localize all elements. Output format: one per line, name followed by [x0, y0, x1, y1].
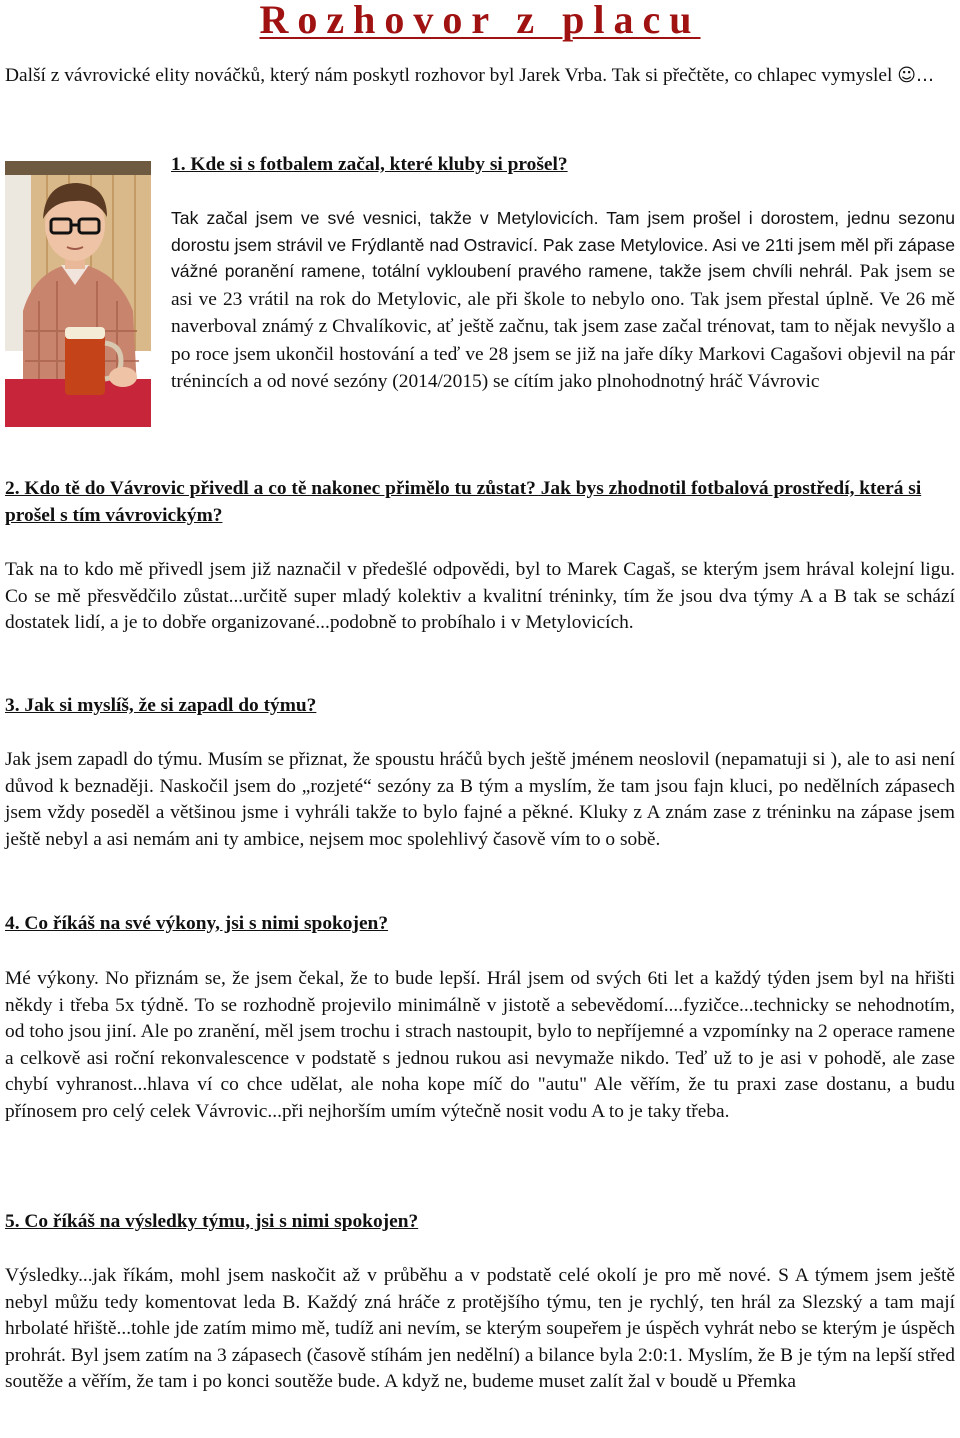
- question-3: 3. Jak si myslíš, že si zapadl do týmu?: [5, 695, 317, 716]
- answer-3: Jak jsem zapadl do týmu. Musím se přiznat, že spoustu hráčů bych ještě jménem neoslovil (nepamatuji si ), ale to asi není důvod k beznaději. Naskočil jsem do „rozjeté“ sezóny za B tým a myslím, že tam jsou fajn kluci, po nedělních zápasech jsem vždy poseděl a většinou jsme i vyhráli takže to bylo fajné a pěkné. Kluky z A znám zase z tréninku na zápase jsem ještě nebyl a asi nemám ani ty ambice, nejsem moc spolehlivý časově vím to o sobě.: [5, 749, 955, 850]
- answer-5: Výsledky...jak říkám, mohl jsem naskočit až v průběhu a v podstatě celé okolí je pro mě nové. S A týmem jsem ještě nebyl můžu tedy komentovat leda B. Každý zná hráče z protějšího týmu, ten je rychlý, ten hrál za Slezský a tam mají hrbolaté hřiště...tohle jde zatím mimo mě, tudíž ani nevím, se kterým soupeřem je úspěch vyhrát nebo se kterým je úspěch prohrát. Byl jsem zatím na 3 zápasech (časově stíhám jen nedělní) a bilance byla 2:0:1. Myslím, že B je tým na lepší střed soutěže a věřím, že tam i po konci soutěže bude. A když ne, budeme muset zalít žal v boudě u Přemka: [5, 1265, 955, 1392]
- answer-4: Mé výkony. No přiznám se, že jsem čekal, že to bude lepší. Hrál jsem od svých 6ti let a každý týden jsem byl na hřišti někdy i třeba 5x týdně. To se rozhodně projevilo minimálně v jistotě a sebevědomí....fyzičce...technicky se nehodnotím, od toho jsou jiní. Ale po zranění, měl jsem trochu i strach nastoupit, bylo to nepříjemné a vzpomínky na 2 operace ramene a celkově asi roční rekonvalescence v podstatě s jednou rukou asi nevymaže nikdo. Teď už to je asi v pohodě, ale zase chybí vyhranost...hlava ví co chce udělat, ale noha kope míč do "autu" Ale věřím, že tu praxi zase dostanu, a budu přínosem pro celý celek Vávrovic...při nejhorším umím výtečně nosit vodu A to je taky třeba.: [5, 968, 955, 1122]
- smiley-icon: ☺…: [897, 65, 935, 86]
- intro-text: Další z vávrovické elity nováčků, který nám poskytl rozhovor byl Jarek Vrba. Tak si přečtěte, co chlapec vymyslel: [5, 65, 893, 86]
- answer-2: Tak na to kdo mě přivedl jsem již naznačil v předešlé odpovědi, byl to Marek Cagaš, se kterým jsem hrával kolejní ligu. Co se mě přesvědčilo zůstat...určitě super mladý kolektiv a kvalitní tréninky, tím že jsou dva týmy A a B tak se schází dostatek lidí, a je to dobře organizované...podobně to probíhalo i v Metylovicích.: [5, 559, 955, 633]
- player-photo: [5, 161, 151, 427]
- answer-1-part-1: Tak začal jsem ve své vesnici, takže v Metylovicích. Tam jsem prošel i dorostem, jednu sezonu dorostu jsem strávil ve Frýdlantě nad Ostravicí. Pak zase Metylovice. Asi ve 21ti jsem měl při zápase vážné poranění ramene, totální vykloubení pravého ramene, takže jsem chvíli nehrál.: [171, 208, 955, 281]
- question-2: 2. Kdo tě do Vávrovic přivedl a co tě nakonec přimělo tu zůstat? Jak bys zhodnotil fotbalová prostředí, která si prošel s tím vávrovickým?: [5, 478, 922, 526]
- player-photo-illustration: [5, 161, 151, 427]
- question-1: 1. Kde si s fotbalem začal, které kluby si prošel?: [171, 154, 568, 175]
- page-title: Rozhovor z placu: [259, 0, 701, 42]
- answer-1: [171, 205, 955, 396]
- answer-1-part-2: Pak jsem se asi ve 23 vrátil na rok do Metylovic, ale při škole to nebylo ono. Tak jsem přestal úplně. Ve 26 mě naverboval známý z Chvalíkovic, ať ještě začnu, tak jsem zase začal trénovat, tam to nějak nevyšlo a po roce jsem ukončil hostování a teď ve 28 jsem se již na jaře díky Markovi Cagašovi objevil na pár trénincích a od nové sezóny (2014/2015) se cítím jako plnohodnotný hráč Vávrovic: [171, 261, 955, 392]
- question-5: 5. Co říkáš na výsledky týmu, jsi s nimi spokojen?: [5, 1211, 419, 1232]
- question-4: 4. Co říkáš na své výkony, jsi s nimi spokojen?: [5, 913, 389, 934]
- intro-paragraph: [5, 63, 955, 90]
